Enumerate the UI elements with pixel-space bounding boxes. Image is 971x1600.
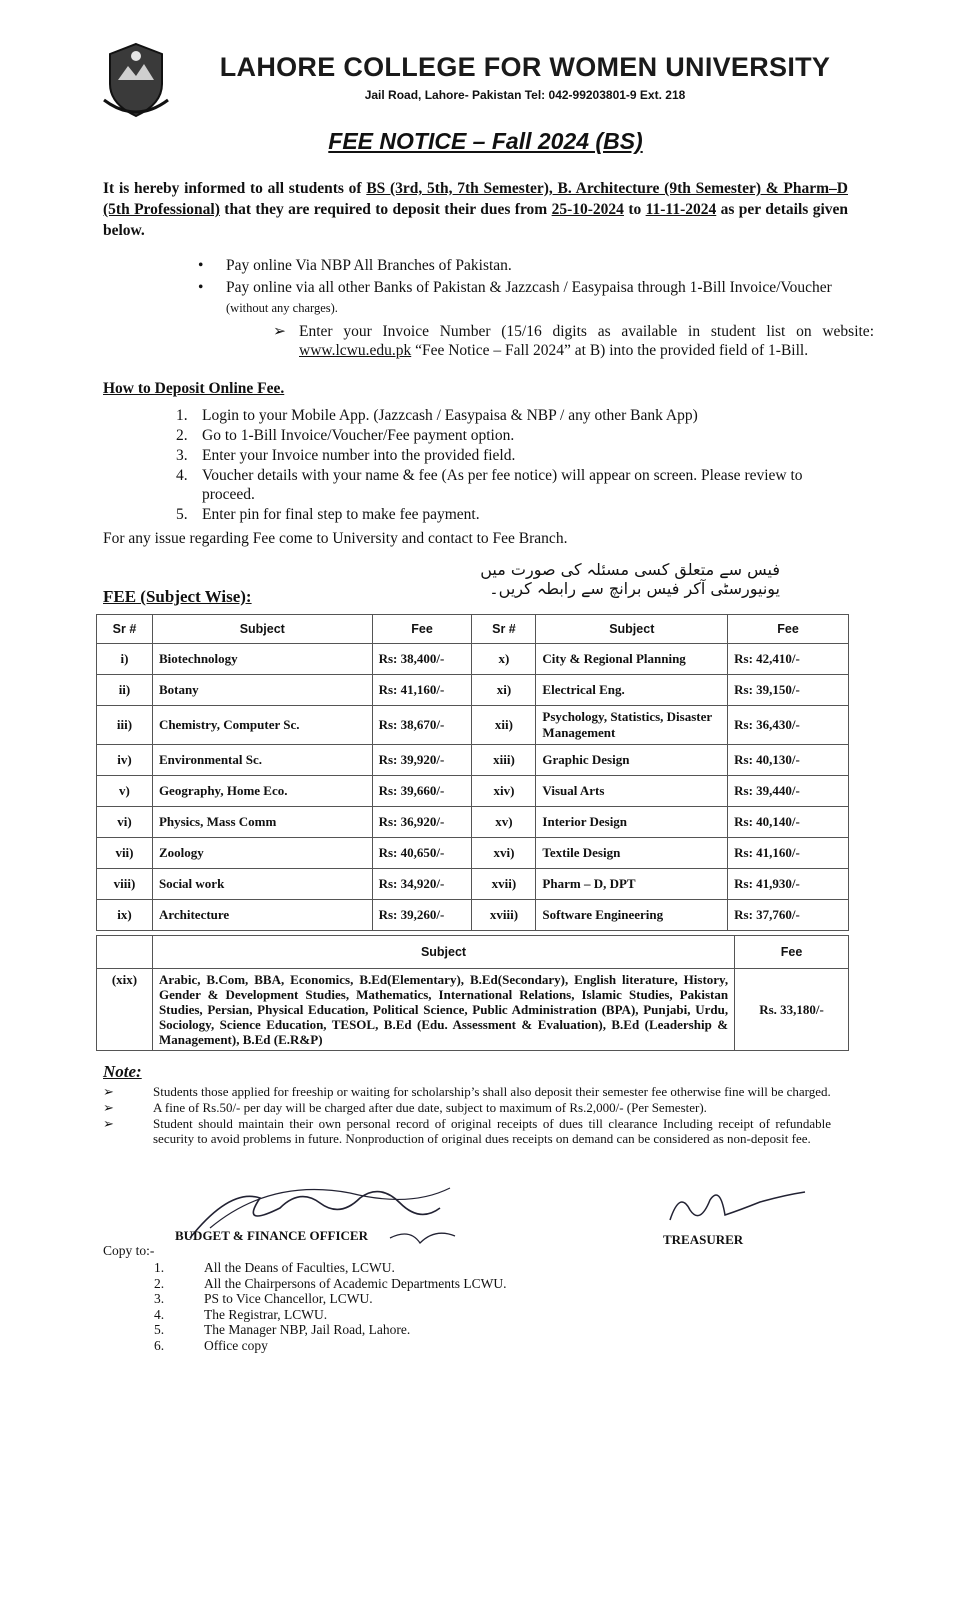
step-number: 1. <box>176 407 188 424</box>
fee-cell: Rs: 36,430/- <box>728 706 849 745</box>
sr-cell: i) <box>97 644 153 675</box>
fee-cell: Rs: 38,670/- <box>372 706 472 745</box>
sr-cell: xvii) <box>472 869 536 900</box>
table-row <box>97 838 849 869</box>
subject-cell: Geography, Home Eco. <box>152 776 372 807</box>
fee-cell: Rs: 36,920/- <box>372 807 472 838</box>
invoice-instruction: ➢ Enter your Invoice Number (15/16 digits as available in student list on website: www.lcwu.edu.pk “Fee Notice – Fall 2024” at B) into the provided field of 1-Bill. <box>273 323 874 359</box>
table-row <box>97 900 849 931</box>
website-link[interactable]: www.lcwu.edu.pk <box>299 342 412 359</box>
sr-cell: ix) <box>97 900 153 931</box>
copy-to-list <box>150 1260 507 1353</box>
intro-paragraph: It is hereby informed to all students of BS (3rd, 5th, 7th Semester), B. Architecture (9th Semester) & Pharm–D (5th Professional) that they are required to deposit their dues from 25-10-2024 to 11-11-2024 as per details given below. <box>103 180 849 239</box>
copy-number: 5. <box>154 1322 165 1337</box>
copy-number: 1. <box>154 1260 165 1275</box>
table-row <box>97 675 849 706</box>
payment-option-other-banks: • Pay online via all other Banks of Pakistan & Jazzcash / Easypaisa through 1-Bill Invoice/Voucher (without any charges). <box>198 278 848 318</box>
copy-text: All the Deans of Faculties, LCWU. <box>204 1260 395 1275</box>
subject-cell: Visual Arts <box>536 776 728 807</box>
subjects-cell: Arabic, B.Com, BBA, Economics, B.Ed(Elementary), B.Ed(Secondary), English literature, History, Gender & Development Studies, Mathematics, International Relations, Islamic Studies, Pakistan Studies, Persian, Physical Education, Political Science, Public Administration (BPA), Punjabi, Urdu, Sociology, Science Education, TESOL, B.Ed (Edu. Assessment & Evaluation), B.Ed (Leadership & Management), B.Ed (E.R&P) <box>152 969 734 1051</box>
fee-heading: FEE (Subject Wise): <box>103 587 252 606</box>
sr-cell: xii) <box>472 706 536 745</box>
copy-number: 3. <box>154 1291 165 1306</box>
fee-cell: Rs: 34,920/- <box>372 869 472 900</box>
treasurer-signature <box>660 1180 810 1230</box>
subject-cell: Software Engineering <box>536 900 728 931</box>
subject-cell: Graphic Design <box>536 745 728 776</box>
note-item <box>103 1100 831 1115</box>
fee-table-header <box>97 615 849 644</box>
header-sr: Sr # <box>97 615 153 644</box>
subject-cell: Interior Design <box>536 807 728 838</box>
sr-cell: iv) <box>97 745 153 776</box>
subject-cell: Pharm – D, DPT <box>536 869 728 900</box>
table-row <box>97 776 849 807</box>
sr-cell: viii) <box>97 869 153 900</box>
copy-text: PS to Vice Chancellor, LCWU. <box>204 1291 373 1306</box>
copy-text: The Registrar, LCWU. <box>204 1306 328 1322</box>
urdu-contact-line: فیس سے متعلق کسی مسئلہ کی صورت میں یونیورسٹی آکر فیس برانچ سے رابطہ کریں۔ <box>480 560 780 598</box>
note-heading: Note: <box>103 1062 142 1081</box>
sr-cell: v) <box>97 776 153 807</box>
arrow-icon: ➢ <box>103 1100 114 1115</box>
how-to-step <box>176 466 848 504</box>
copy-text: The Manager NBP, Jail Road, Lahore. <box>204 1322 411 1337</box>
subject-cell: Psychology, Statistics, Disaster Management <box>536 706 728 745</box>
notice-title: FEE NOTICE – Fall 2024 (BS) <box>328 128 643 154</box>
table-row <box>97 869 849 900</box>
subject-cell: Chemistry, Computer Sc. <box>152 706 372 745</box>
fee-cell: Rs. 33,180/- <box>735 969 849 1051</box>
step-text: Login to your Mobile App. (Jazzcash / Easypaisa & NBP / any other Bank App) <box>202 407 698 424</box>
table-row <box>97 644 849 675</box>
subject-cell: Environmental Sc. <box>152 745 372 776</box>
header-subject: Subject <box>536 615 728 644</box>
header-fee: Fee <box>728 615 849 644</box>
sr-cell: (xix) <box>97 969 153 1051</box>
copy-number: 6. <box>154 1337 165 1353</box>
how-to-step <box>176 505 848 524</box>
fee-cell: Rs: 38,400/- <box>372 644 472 675</box>
fee-cell: Rs: 39,660/- <box>372 776 472 807</box>
subject-cell: Social work <box>152 869 372 900</box>
subject-cell: Electrical Eng. <box>536 675 728 706</box>
fee-cell: Rs: 40,650/- <box>372 838 472 869</box>
university-address: Jail Road, Lahore- Pakistan Tel: 042-99203801-9 Ext. 218 <box>364 88 686 102</box>
note-item <box>103 1084 831 1099</box>
university-name: LAHORE COLLEGE FOR WOMEN UNIVERSITY <box>219 52 831 82</box>
note-item <box>103 1116 831 1146</box>
copy-to-item <box>150 1322 507 1338</box>
fee-cell: Rs: 39,150/- <box>728 675 849 706</box>
sr-cell: xiv) <box>472 776 536 807</box>
start-date: 25-10-2024 <box>551 201 624 218</box>
note-text: A fine of Rs.50/- per day will be charged after due date, subject to maximum of Rs.2,000/- (Per Semester). <box>153 1100 707 1115</box>
fee-table-general <box>96 935 849 1051</box>
fee-cell: Rs: 40,130/- <box>728 745 849 776</box>
how-to-steps <box>176 406 848 525</box>
how-to-step <box>176 426 848 445</box>
fee-cell: Rs: 41,930/- <box>728 869 849 900</box>
step-text: Enter your Invoice number into the provided field. <box>202 447 516 464</box>
table-row <box>97 807 849 838</box>
budget-officer-title: BUDGET & FINANCE OFFICER <box>175 1228 368 1243</box>
sr-cell: iii) <box>97 706 153 745</box>
arrow-icon: ➢ <box>103 1084 114 1099</box>
copy-text: Office copy <box>204 1337 268 1353</box>
copy-to-item <box>150 1291 507 1307</box>
step-number: 2. <box>176 427 188 444</box>
table-row <box>97 745 849 776</box>
header-fee: Fee <box>372 615 472 644</box>
notes-list <box>103 1084 831 1147</box>
how-to-step <box>176 446 848 465</box>
subject-cell: Textile Design <box>536 838 728 869</box>
university-logo <box>100 40 172 120</box>
table-row <box>97 706 849 745</box>
sr-cell: ii) <box>97 675 153 706</box>
header-sr: Sr # <box>472 615 536 644</box>
how-to-heading: How to Deposit Online Fee. <box>103 380 285 397</box>
copy-to-label: Copy to:- <box>103 1243 155 1258</box>
note-text: Student should maintain their own personal record of original receipts of dues till clearance Including receipt of refundable security to avoid problems in future. Nonproduction of original dues receipts on demand can be considered as non-deposit fee. <box>153 1116 831 1146</box>
fee-cell: Rs: 39,920/- <box>372 745 472 776</box>
step-text: Voucher details with your name & fee (As per fee notice) will appear on screen. Please review to proceed. <box>202 467 803 503</box>
fee-cell: Rs: 41,160/- <box>372 675 472 706</box>
contact-line: For any issue regarding Fee come to University and contact to Fee Branch. <box>103 530 568 547</box>
note-text: Students those applied for freeship or waiting for scholarship’s shall also deposit their semester fee otherwise fine will be charged. <box>153 1084 831 1099</box>
subject-cell: Botany <box>152 675 372 706</box>
copy-to-item <box>150 1307 507 1323</box>
how-to-step <box>176 406 848 425</box>
subject-cell: Architecture <box>152 900 372 931</box>
sr-cell: vi) <box>97 807 153 838</box>
programs-list: BS (3rd, 5th, 7th Semester), B. Architecture (9th Semester) & Pharm–D (5th Professional) <box>103 180 848 218</box>
step-text: Enter pin for final step to make fee payment. <box>202 506 480 523</box>
step-number: 3. <box>176 447 188 464</box>
sr-cell: vii) <box>97 838 153 869</box>
header-fee: Fee <box>735 936 849 969</box>
fee-cell: Rs: 42,410/- <box>728 644 849 675</box>
copy-number: 4. <box>154 1306 165 1322</box>
fee-cell: Rs: 37,760/- <box>728 900 849 931</box>
header-subject: Subject <box>152 615 372 644</box>
arrow-icon: ➢ <box>103 1116 114 1131</box>
fee-cell: Rs: 40,140/- <box>728 807 849 838</box>
treasurer-title: TREASURER <box>663 1232 744 1247</box>
sr-cell: xviii) <box>472 900 536 931</box>
fee-table <box>96 614 849 931</box>
subject-cell: Biotechnology <box>152 644 372 675</box>
copy-number: 2. <box>154 1275 165 1291</box>
copy-to-item <box>150 1276 507 1292</box>
fee-cell: Rs: 41,160/- <box>728 838 849 869</box>
arrow-icon: ➢ <box>273 323 286 340</box>
copy-text: All the Chairpersons of Academic Departments LCWU. <box>204 1275 507 1291</box>
sr-cell: xv) <box>472 807 536 838</box>
sr-cell: xi) <box>472 675 536 706</box>
copy-to-item <box>150 1338 507 1354</box>
sr-cell: x) <box>472 644 536 675</box>
copy-to-item <box>150 1260 507 1276</box>
subject-cell: Zoology <box>152 838 372 869</box>
table-row <box>97 969 849 1051</box>
sr-cell: xvi) <box>472 838 536 869</box>
step-number: 5. <box>176 506 188 523</box>
budget-officer-signature <box>170 1168 470 1258</box>
subject-cell: City & Regional Planning <box>536 644 728 675</box>
fee-cell: Rs: 39,260/- <box>372 900 472 931</box>
payment-option-nbp: • Pay online Via NBP All Branches of Pakistan. <box>198 256 848 275</box>
end-date: 11-11-2024 <box>645 201 717 218</box>
step-number: 4. <box>176 467 188 484</box>
header-subject: Subject <box>152 936 734 969</box>
step-text: Go to 1-Bill Invoice/Voucher/Fee payment option. <box>202 427 515 444</box>
payment-options <box>198 256 848 321</box>
fee-cell: Rs: 39,440/- <box>728 776 849 807</box>
sr-cell: xiii) <box>472 745 536 776</box>
subject-cell: Physics, Mass Comm <box>152 807 372 838</box>
fee-table-general-header <box>97 936 849 969</box>
